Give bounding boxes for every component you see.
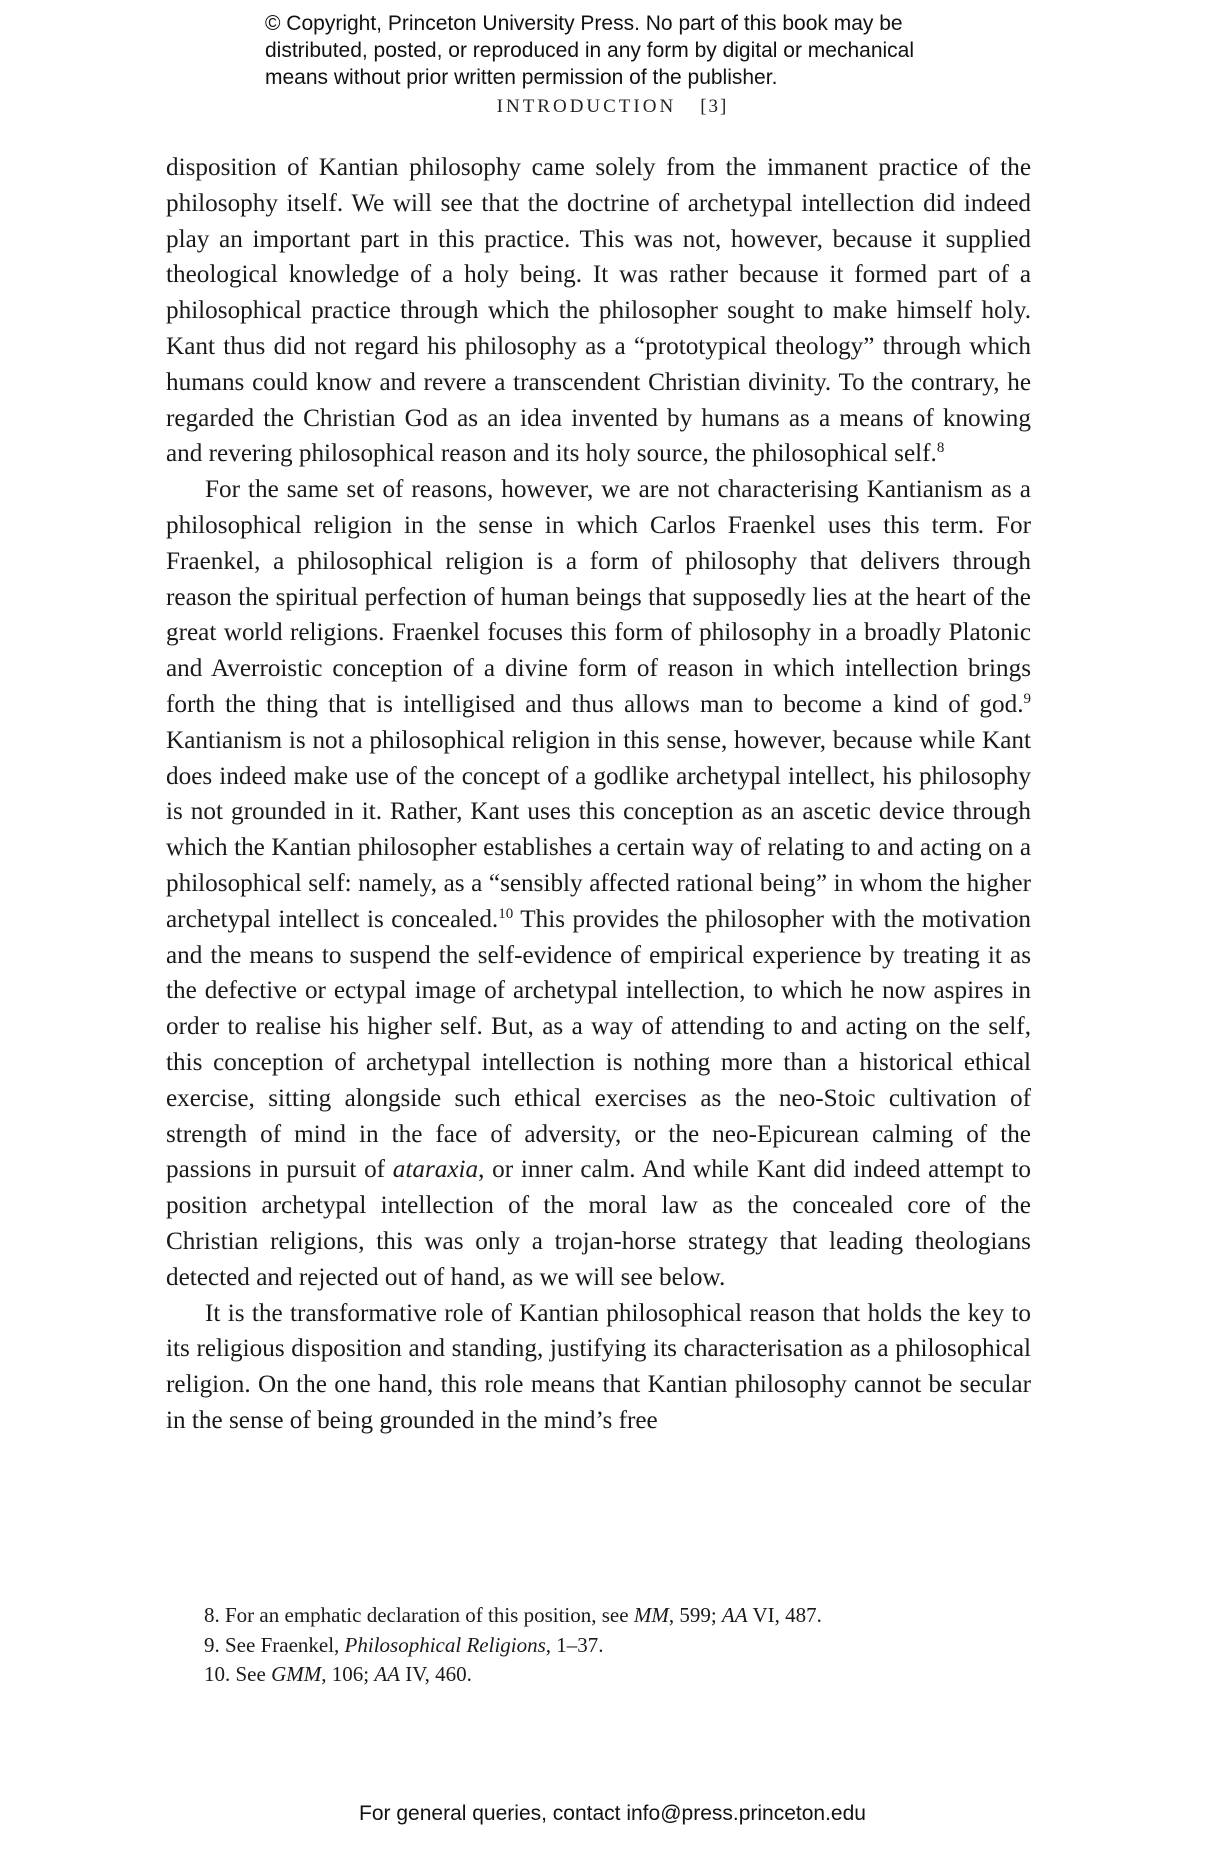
footnote-9 [166,1631,1031,1661]
footnote-text: VI, 487. [747,1603,822,1627]
footnote-ref: 10 [498,905,514,922]
paragraph-text: disposition of Kantian philosophy came solely from the immanent practice of the philosophy itself. We will see that the doctrine of archetypal intellection did indeed play an important part in this practice. This was not, however, because it supplied theological knowledge of a holy being. It was rather because it formed part of a philosophical practice through which the philosopher sought to make himself holy. Kant thus did not regard his philosophy as a “prototypical theology” through which humans could know and revere a transcendent Christian divinity. To the contrary, he regarded the Christian God as an idea invented by humans as a means of knowing and revering philosophical reason and its holy source, the philosophical self. [166,154,1031,468]
running-head [0,96,1225,118]
footnote-text: , 1–37. [545,1632,604,1657]
footnote-text: IV, 460. [399,1662,472,1686]
footnote-text: , 599; [668,1603,722,1627]
footnote-ref: 8 [936,440,945,457]
paragraph-text: For the same set of reasons, however, we are not characterising Kantianism as a philosophical religion in the sense in which Carlos Fraenkel uses this term. For Fraenkel, a philosophical religion is a form of philosophy that delivers through reason the spiritual perfection of human beings that supposedly lies at the heart of the great world religions. Fraenkel focuses this form of philosophy in a broadly Platonic and Averroistic conception of a divine form of reason in which intellection brings forth the thing that is intelligised and thus allows man to become a kind of god. [166,476,1031,718]
copyright-notice [265,10,1025,91]
footnote-abbrev: AA [721,1603,748,1627]
page-number: [3] [700,96,729,117]
paragraph-text: It is the transformative role of Kantian philosophical reason that holds the key to its religious disposition and standing, justifying its characterisation as a philosophical religion. On the one hand, this role means that Kantian philosophy cannot be secular in the sense of being grounded in the mind’s free [166,1299,1031,1434]
footnote-text: , 106; [321,1662,375,1686]
paragraph-text: This provides the philosopher with the motivation and the means to suspend the self-evidence of empirical experience by treating it as the defective or ectypal image of archetypal intellection, to which he now aspires in order to realise his higher self. But, as a way of attending to and acting on the self, this conception of archetypal intellection is nothing more than a historical ethical exercise, sitting alongside such ethical exercises as the neo-Stoic cultivation of strength of mind in the face of adversity, or the neo-Epicurean calming of the passions in pursuit of [166,905,1032,1184]
paragraph-text: Kantianism is not a philosophical religion in this sense, however, because while Kant does indeed make use of the concept of a godlike archetypal intellect, his philosophy is not grounded in it. Rather, Kant uses this conception as an ascetic device through which the Kantian philosopher establishes a certain way of relating to and acting on a philosophical self: namely, as a “sensibly affected rational being” in whom the higher archetypal intellect is concealed. [166,726,1031,933]
running-head-section: INTRODUCTION [496,96,677,117]
footnotes [166,1601,1031,1690]
paragraph [166,472,1031,1295]
copyright-line: means without prior written permission of the publisher. [265,66,778,89]
footnote-abbrev: MM [633,1603,669,1627]
main-text [166,150,1031,1439]
footer-contact: For general queries, contact info@press.princeton.edu [359,1802,866,1825]
footnote-title: Philosophical Religions [344,1632,546,1657]
footnote-text: 8. For an emphatic declaration of this position, see [204,1603,634,1627]
paragraph [166,1296,1031,1439]
footnote-abbrev: GMM [271,1662,322,1686]
footnote-abbrev: AA [374,1662,400,1686]
paragraph [166,150,1031,472]
copyright-line: © Copyright, Princeton University Press. No part of this book may be [265,12,903,35]
footnote-text: 9. See Fraenkel, [204,1632,345,1657]
footnote-ref: 9 [1023,690,1031,707]
italic-term: ataraxia [392,1156,479,1184]
footnote-10 [166,1660,1031,1690]
copyright-line: distributed, posted, or reproduced in any form by digital or mechanical [265,39,915,62]
footnote-text: 10. See [204,1662,272,1686]
footnote-8 [166,1601,1031,1631]
paragraph-text: , or inner calm. And while Kant did indeed attempt to position archetypal intellection of the moral law as the concealed core of the Christian religions, this was only a trojan-horse strategy that leading theologians detected and rejected out of hand, as we will see below. [166,1156,1032,1291]
